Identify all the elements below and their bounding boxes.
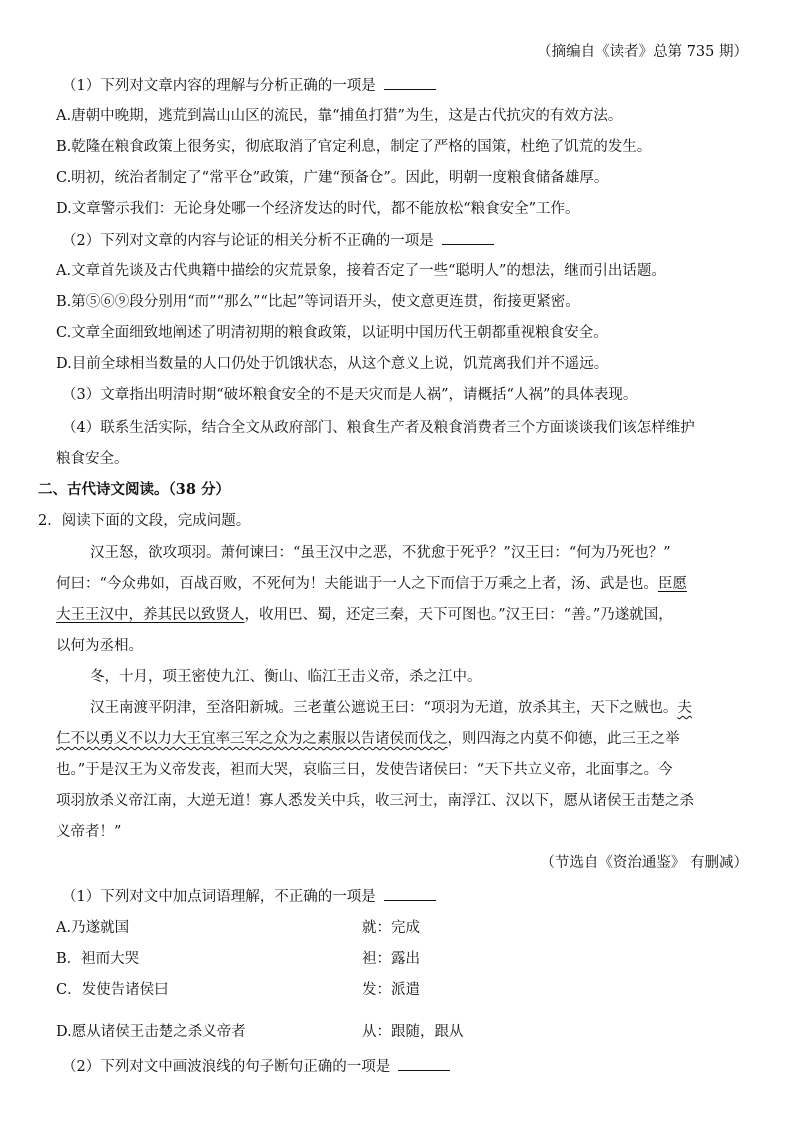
passage-p1-line3: [56, 605, 748, 625]
passage-p3-line5: 义帝者！”: [56, 824, 122, 840]
option-gloss: 就：完成: [362, 920, 420, 936]
passage-text: 汉王南渡平阴津，至洛阳新城。三老董公遮说王曰：“项羽为无道，放杀其主，天下之贼也。: [90, 700, 678, 716]
passage-p1-line2: [56, 574, 748, 594]
passage-p3-line1: [90, 698, 748, 718]
passage-text: ，收用巴、蜀，还定三秦，天下可图也。”汉王曰：“善。”乃遂就国，: [244, 607, 673, 623]
question-2-option-c: C.文章全面细致地阐述了明清初期的粮食政策，以证明中国历代王朝都重视粮食安全。: [56, 325, 608, 341]
sub-question-2-stem: [62, 1056, 748, 1077]
question-1-stem: [62, 75, 748, 96]
sub-question-2-stem-text: （2）下列对文中画波浪线的句子断句正确的一项是: [62, 1059, 391, 1075]
passage-p3-line3: 也。”于是汉王为义帝发丧，袒而大哭，哀临三日，发使告诸侯曰：“天下共立义帝，北面事之。今: [56, 762, 673, 778]
source-note-top: （摘编自《读者》总第 735 期）: [537, 44, 748, 60]
question-2-option-b: B.第⑤⑥⑨段分别用“而”“那么”“比起”等词语开头，使文意更连贯，衔接更紧密。: [56, 294, 580, 310]
passage-p2: 冬，十月，项王密使九江、衡山、临江王击义帝，杀之江中。: [90, 669, 482, 685]
underlined-sentence: 大王王汉中，养其民以致贤人: [56, 607, 245, 623]
source-note-bottom: （节选自《资治通鉴》 有删减）: [540, 855, 748, 871]
answer-blank[interactable]: [384, 886, 436, 901]
option-gloss: 从：跟随，跟从: [362, 1024, 464, 1040]
sub-question-1-stem: [62, 886, 748, 907]
sub-question-1-row-a: [56, 918, 748, 938]
sub-question-1-stem-text: （1）下列对文中加点词语理解，不正确的一项是: [62, 889, 376, 905]
passage-p3-line2: [56, 729, 748, 749]
section-heading: 二、古代诗文阅读。（38 分）: [38, 481, 230, 498]
answer-blank[interactable]: [442, 230, 494, 245]
passage-text: 何曰：“今众弗如，百战百败，不死何为！夫能诎于一人之下而信于万乘之上者，汤、武是也。: [56, 576, 658, 592]
wavy-underlined-sentence: 夫: [677, 700, 692, 716]
answer-blank[interactable]: [398, 1056, 450, 1071]
question-4-line2: 粮食安全。: [56, 451, 129, 467]
question-1-option-c: C.明初，统治者制定了“常平仓”政策，广建“预备仓”。因此，明朝一度粮食储备雄厚。: [56, 170, 609, 186]
question-1-option-d: D.文章警示我们：无论身处哪一个经济发达的时代，都不能放松“粮食安全”工作。: [56, 201, 580, 217]
item-2-instruction: 2．阅读下面的文段，完成问题。: [38, 513, 251, 529]
underlined-sentence: 臣愿: [657, 576, 687, 592]
answer-blank[interactable]: [384, 75, 436, 90]
question-1-option-a: A.唐朝中晚期，逃荒到嵩山山区的流民，靠“捕鱼打猎”为生，这是古代抗灾的有效方法。: [56, 108, 623, 124]
option-phrase: D.愿从诸侯王击楚之杀义帝者: [56, 1024, 246, 1040]
question-2-option-a: A.文章首先谈及古代典籍中描绘的灾荒景象，接着否定了一些“聪明人”的想法，继而引出话题。: [56, 263, 666, 279]
question-3: （3）文章指出明清时期“破坏粮食安全的不是天灾而是人祸”，请概括“人祸”的具体表现。: [62, 387, 638, 403]
passage-p1-line1: 汉王怒，欲攻项羽。萧何谏曰：“虽王汉中之恶，不犹愈于死乎？”汉王曰：“何为乃死也？”: [90, 545, 671, 561]
question-2-stem: [62, 230, 748, 251]
question-1-option-b: B.乾隆在粮食政策上很务实，彻底取消了官定利息，制定了严格的国策，杜绝了饥荒的发生。: [56, 139, 652, 155]
question-1-stem-text: （1）下列对文章内容的理解与分析正确的一项是: [62, 78, 376, 94]
option-gloss: 发：派遣: [362, 982, 420, 998]
passage-p3-line4: 项羽放杀义帝江南，大逆无道！寡人悉发关中兵，收三河士，南浮江、汉以下，愿从诸侯王击楚之杀: [56, 793, 694, 809]
question-2-option-d: D.目前全球相当数量的人口仍处于饥饿状态，从这个意义上说，饥荒离我们并不遥远。: [56, 356, 609, 372]
option-phrase: B．袒而大哭: [56, 951, 140, 967]
passage-p1-line4: 以何为丞相。: [56, 638, 143, 654]
sub-question-1-row-b: [56, 949, 748, 969]
option-phrase: A.乃遂就国: [56, 920, 130, 936]
question-4-line1: （4）联系生活实际，结合全文从政府部门、粮食生产者及粮食消费者三个方面谈谈我们该怎样维护: [62, 420, 695, 436]
passage-text: ，则四海之内莫不仰德，此三王之举: [447, 731, 680, 747]
sub-question-1-row-d: [56, 1022, 748, 1042]
option-gloss: 袒：露出: [362, 951, 420, 967]
sub-question-1-row-c: [56, 980, 748, 1000]
question-2-stem-text: （2）下列对文章的内容与论证的相关分析不正确的一项是: [62, 233, 434, 249]
option-phrase: C．发使告诸侯曰: [56, 982, 169, 998]
wavy-underlined-sentence: 仁不以勇义不以力大王宜率三军之众为之素服以告诸侯而伐之: [56, 731, 448, 747]
